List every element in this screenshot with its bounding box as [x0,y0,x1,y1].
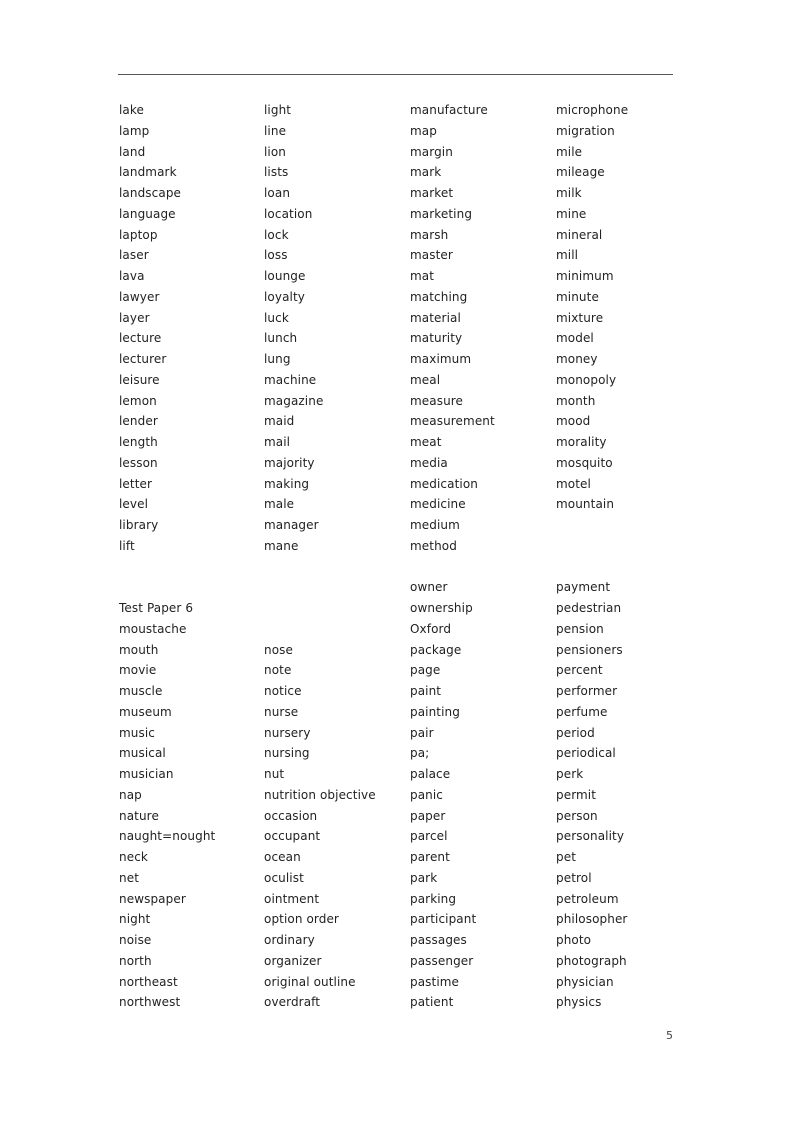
word-entry: location [264,206,313,221]
word-entry: payment [556,580,611,595]
word-entry: painting [410,704,460,719]
word-entry: naught=nought [119,829,216,844]
word-entry: nutrition objective [264,787,376,802]
word-entry: marsh [410,227,449,242]
word-entry: matching [410,289,468,304]
word-entry: petrol [556,870,592,885]
word-entry: magazine [264,393,324,408]
word-entry: lava [119,269,145,283]
word-entry: perfume [556,704,608,719]
word-entry: pedestrian [556,601,622,615]
word-entry: occupant [264,829,321,844]
word-entry: layer [119,310,150,325]
blank-row [264,621,414,642]
word-entry: overdraft [264,995,321,1010]
word-entry: minimum [556,269,614,283]
word-entry: lamp [119,123,150,138]
word-entry: land [119,144,146,159]
word-column-1 [119,102,269,1015]
word-entry: panic [410,787,444,802]
word-entry: letter [119,476,153,491]
word-entry: lounge [264,269,306,283]
blank-row [264,600,414,621]
word-entry: pastime [410,974,460,989]
word-entry: occasion [264,808,318,823]
word-entry: margin [410,144,453,159]
word-entry: lion [264,144,287,159]
blank-row [556,517,706,538]
word-entry: ocean [264,850,301,864]
word-entry: mail [264,435,291,449]
word-entry: periodical [556,746,616,761]
word-entry: net [119,870,139,885]
word-entry: mark [410,165,442,180]
word-entry: neck [119,850,148,864]
word-entry: milk [556,186,582,200]
word-column-4 [556,102,706,1015]
word-entry: paint [410,684,442,698]
word-entry: microphone [556,103,629,117]
word-entry: lecture [119,331,162,346]
word-entry: nurse [264,704,299,719]
word-entry: mat [410,269,435,283]
word-entry: loan [264,186,291,200]
word-entry: level [119,497,149,512]
word-entry: mane [264,538,299,553]
word-entry: organizer [264,953,322,968]
word-entry: northwest [119,995,181,1010]
word-entry: landmark [119,165,177,180]
word-entry: migration [556,123,615,138]
word-entry: physician [556,974,614,989]
word-entry: mouth [119,642,159,657]
blank-row [556,538,706,559]
word-entry: machine [264,372,317,387]
word-entry: pair [410,725,434,740]
word-entry: lecturer [119,352,167,366]
word-entry: media [410,455,448,470]
word-entry: photo [556,933,592,947]
word-entry: minute [556,289,599,304]
word-entry: percent [556,663,603,678]
word-entry: park [410,870,438,885]
word-entry: mile [556,144,583,159]
word-entry: lender [119,414,158,429]
word-entry: lesson [119,455,158,470]
word-entry: newspaper [119,891,186,906]
word-entry: laptop [119,227,158,242]
word-entry: morality [556,435,607,449]
word-entry: manufacture [410,103,488,117]
word-entry: nursery [264,725,311,740]
word-entry: photograph [556,953,627,968]
word-entry: meat [410,435,442,449]
word-entry: parking [410,891,457,906]
word-entry: master [410,248,453,263]
word-entry: making [264,476,310,491]
word-entry: nap [119,787,142,802]
word-entry: male [264,497,295,512]
blank-row [119,559,269,580]
word-entry: length [119,435,158,449]
word-entry: nose [264,642,293,657]
word-entry: lock [264,227,289,242]
word-entry: majority [264,455,315,470]
word-entry: petroleum [556,891,619,906]
word-entry: original outline [264,974,356,989]
word-entry: musical [119,746,166,761]
word-entry: musician [119,767,174,781]
word-entry: map [410,123,437,138]
word-entry: money [556,352,598,366]
word-entry: laser [119,248,149,263]
word-entry: mountain [556,497,615,512]
word-entry: pet [556,850,577,864]
word-entry: option order [264,912,339,927]
word-entry: nature [119,808,159,823]
word-entry: ownership [410,601,473,615]
word-entry: month [556,393,596,408]
word-entry: market [410,186,454,200]
word-entry: language [119,206,176,221]
word-entry: moustache [119,621,187,636]
page-number: 5 [666,1029,673,1042]
word-entry: page [410,663,441,678]
word-entry: loyalty [264,289,305,304]
word-entry: person [556,808,598,823]
word-entry: north [119,953,152,968]
word-entry: meal [410,372,441,387]
word-entry: oculist [264,870,304,885]
word-entry: manager [264,518,319,532]
word-entry: lunch [264,331,298,346]
word-entry: mileage [556,165,605,180]
word-entry: parent [410,850,450,864]
word-entry: mineral [556,227,603,242]
word-entry: marketing [410,206,473,221]
word-column-3 [410,102,560,1015]
word-entry: light [264,103,292,117]
word-entry: physics [556,995,602,1010]
word-entry: parcel [410,829,448,844]
word-entry: medium [410,518,460,532]
word-entry: ordinary [264,933,315,947]
word-entry: permit [556,787,597,802]
blank-row [410,559,560,580]
word-entry: noise [119,933,152,947]
word-entry: note [264,663,292,678]
word-entry: museum [119,704,172,719]
word-entry: loss [264,248,288,263]
word-entry: lists [264,165,289,180]
word-entry: passages [410,933,467,947]
word-entry: Oxford [410,621,452,636]
word-entry: perk [556,767,584,781]
word-entry: paper [410,808,446,823]
word-entry: personality [556,829,625,844]
word-entry: mine [556,206,587,221]
word-entry: palace [410,767,451,781]
word-entry: period [556,725,595,740]
word-entry: luck [264,310,289,325]
word-entry: motel [556,476,591,491]
word-entry: pensioners [556,642,623,657]
word-entry: owner [410,580,448,595]
word-entry: leisure [119,372,160,387]
word-entry: participant [410,912,477,927]
word-entry: maturity [410,331,463,346]
word-entry: night [119,912,151,927]
word-entry: material [410,310,461,325]
word-entry: performer [556,684,618,698]
word-entry: model [556,331,594,346]
blank-row [119,579,269,600]
word-entry: lemon [119,393,157,408]
word-entry: pension [556,621,604,636]
word-entry: nut [264,767,285,781]
word-entry: library [119,518,159,532]
blank-row [264,559,414,580]
word-entry: notice [264,684,302,698]
blank-row [556,559,706,580]
header-rule [118,74,673,75]
blank-row [264,579,414,600]
word-entry: package [410,642,462,657]
word-entry: muscle [119,684,163,698]
word-entry: medication [410,476,478,491]
word-entry: northeast [119,974,178,989]
word-entry: lift [119,538,135,553]
word-entry: measurement [410,414,495,429]
word-entry: maximum [410,352,472,366]
word-entry: Test Paper 6 [119,601,194,615]
word-entry: lung [264,352,291,366]
word-entry: patient [410,995,454,1010]
word-entry: movie [119,663,157,678]
word-entry: measure [410,393,464,408]
word-entry: landscape [119,186,182,200]
word-column-2 [264,102,414,1015]
word-entry: lake [119,103,144,117]
word-entry: medicine [410,497,466,512]
word-entry: lawyer [119,289,160,304]
word-entry: mood [556,414,591,429]
word-entry: mixture [556,310,604,325]
word-entry: monopoly [556,372,617,387]
word-entry: maid [264,414,295,429]
word-entry: mosquito [556,455,613,470]
word-entry: philosopher [556,912,628,927]
word-entry: music [119,725,155,740]
word-entry: nursing [264,746,310,761]
word-entry: passenger [410,953,474,968]
word-entry: ointment [264,891,320,906]
word-entry: mill [556,248,579,263]
word-entry: method [410,538,457,553]
word-entry: pa; [410,746,430,761]
word-entry: line [264,123,287,138]
